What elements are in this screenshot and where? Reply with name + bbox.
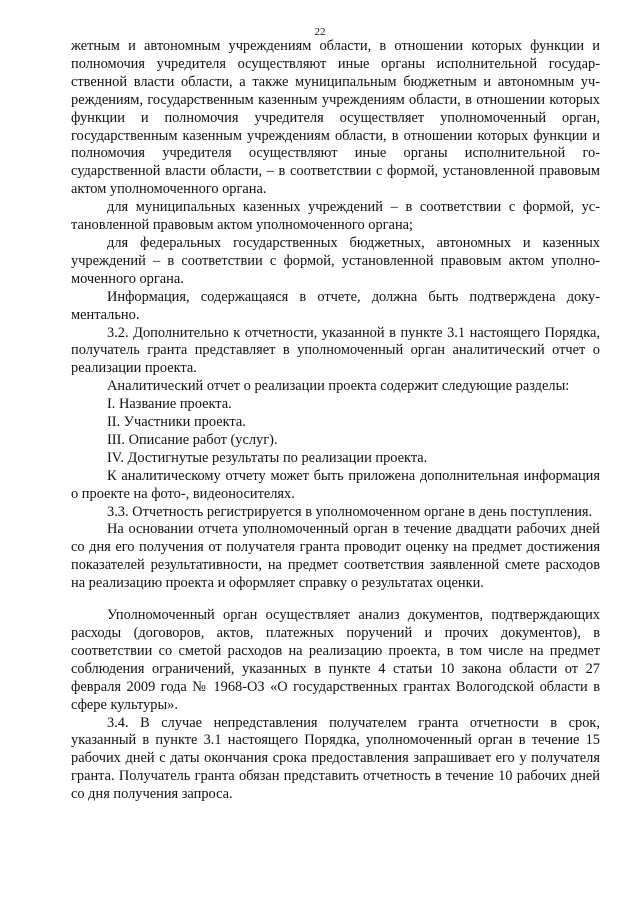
paragraph-attachments: К аналитическому отчету может быть приложена дополнительная информация о проекте на фото-, видеоносителях.	[71, 467, 600, 502]
paragraph-continuation: жетным и автономным учреждениям области, в отношении которых функции и полномочия учредителя осуществляют иные органы исполнительной государственной власти области, а также муниципальным бюджетным и автономным учреждениям, государственным казенным учреждениям области, в отношении которых функции и полномочия учредителя осуществляет уполномоченный орган, государственным казенным учреждениям области, в отношении которых функции и полномочия учредителя осуществляют иные органы исполнительной государственной власти области, – в соответствии с формой, установленной правовым актом уполномоченного органа.	[71, 38, 600, 198]
paragraph-evaluation: На основании отчета уполномоченный орган в течение двадцати рабочих дней со дня его получения от получателя гранта проводит оценку на предмет достижения показателей результативности, на предмет соответствия заявленной смете расходов на реализацию проекта и оформляет справку о результатах оценки.	[71, 521, 600, 592]
list-item-section-2: II. Участники проекта.	[107, 414, 246, 431]
paragraph-3-3: 3.3. Отчетность регистрируется в уполномоченном органе в день поступления.	[107, 503, 593, 520]
paragraph-municipal-institutions: для муниципальных казенных учреждений – в соответствии с формой, установленной правовым актом уполномоченного органа;	[71, 199, 600, 234]
list-item-section-3: III. Описание работ (услуг).	[107, 431, 278, 448]
paragraph-3-2: 3.2. Дополнительно к отчетности, указанной в пункте 3.1 настоящего Порядка, получатель гранта представляет в уполномоченный орган аналитический отчет о реализации проекта.	[71, 324, 600, 377]
paragraph-information-confirmation: Информация, содержащаяся в отчете, должна быть подтверждена документально.	[71, 288, 600, 323]
paragraph-document-analysis: Уполномоченный орган осуществляет анализ документов, подтверждающих расходы (договоров, актов, платежных поручений и прочих документов), в соответствии со сметой расходов на реализацию проекта, в том числе на предмет соблюдения ограничений, указанных в пункте 4 статьи 10 закона области от 27 февраля 2009 года № 1968-ОЗ «О государственных грантах Вологодской области в сфере культуры».	[71, 607, 600, 713]
list-item-section-4: IV. Достигнутые результаты по реализации проекта.	[107, 449, 428, 466]
list-item-section-1: I. Название проекта.	[107, 396, 232, 413]
paragraph-3-4: 3.4. В случае непредставления получателем гранта отчетности в срок, указанный в пункте 3.1 настоящего Порядка, уполномоченный орган в течение 15 рабочих дней с даты окончания срока предоставления запрашивает его у получателя гранта. Получатель гранта обязан представить отчетность в течение 10 рабочих дней со дня получения запроса.	[71, 714, 600, 803]
paragraph-gap	[71, 593, 600, 607]
paragraph-federal-institutions: для федеральных государственных бюджетных, автономных и казенных учреждений – в соответствии с формой, установленной правовым актом уполномоченного органа.	[71, 234, 600, 287]
page-number: 22	[314, 26, 326, 38]
paragraph-report-sections-intro: Аналитический отчет о реализации проекта содержит следующие разделы:	[107, 378, 570, 395]
document-body	[71, 38, 600, 804]
